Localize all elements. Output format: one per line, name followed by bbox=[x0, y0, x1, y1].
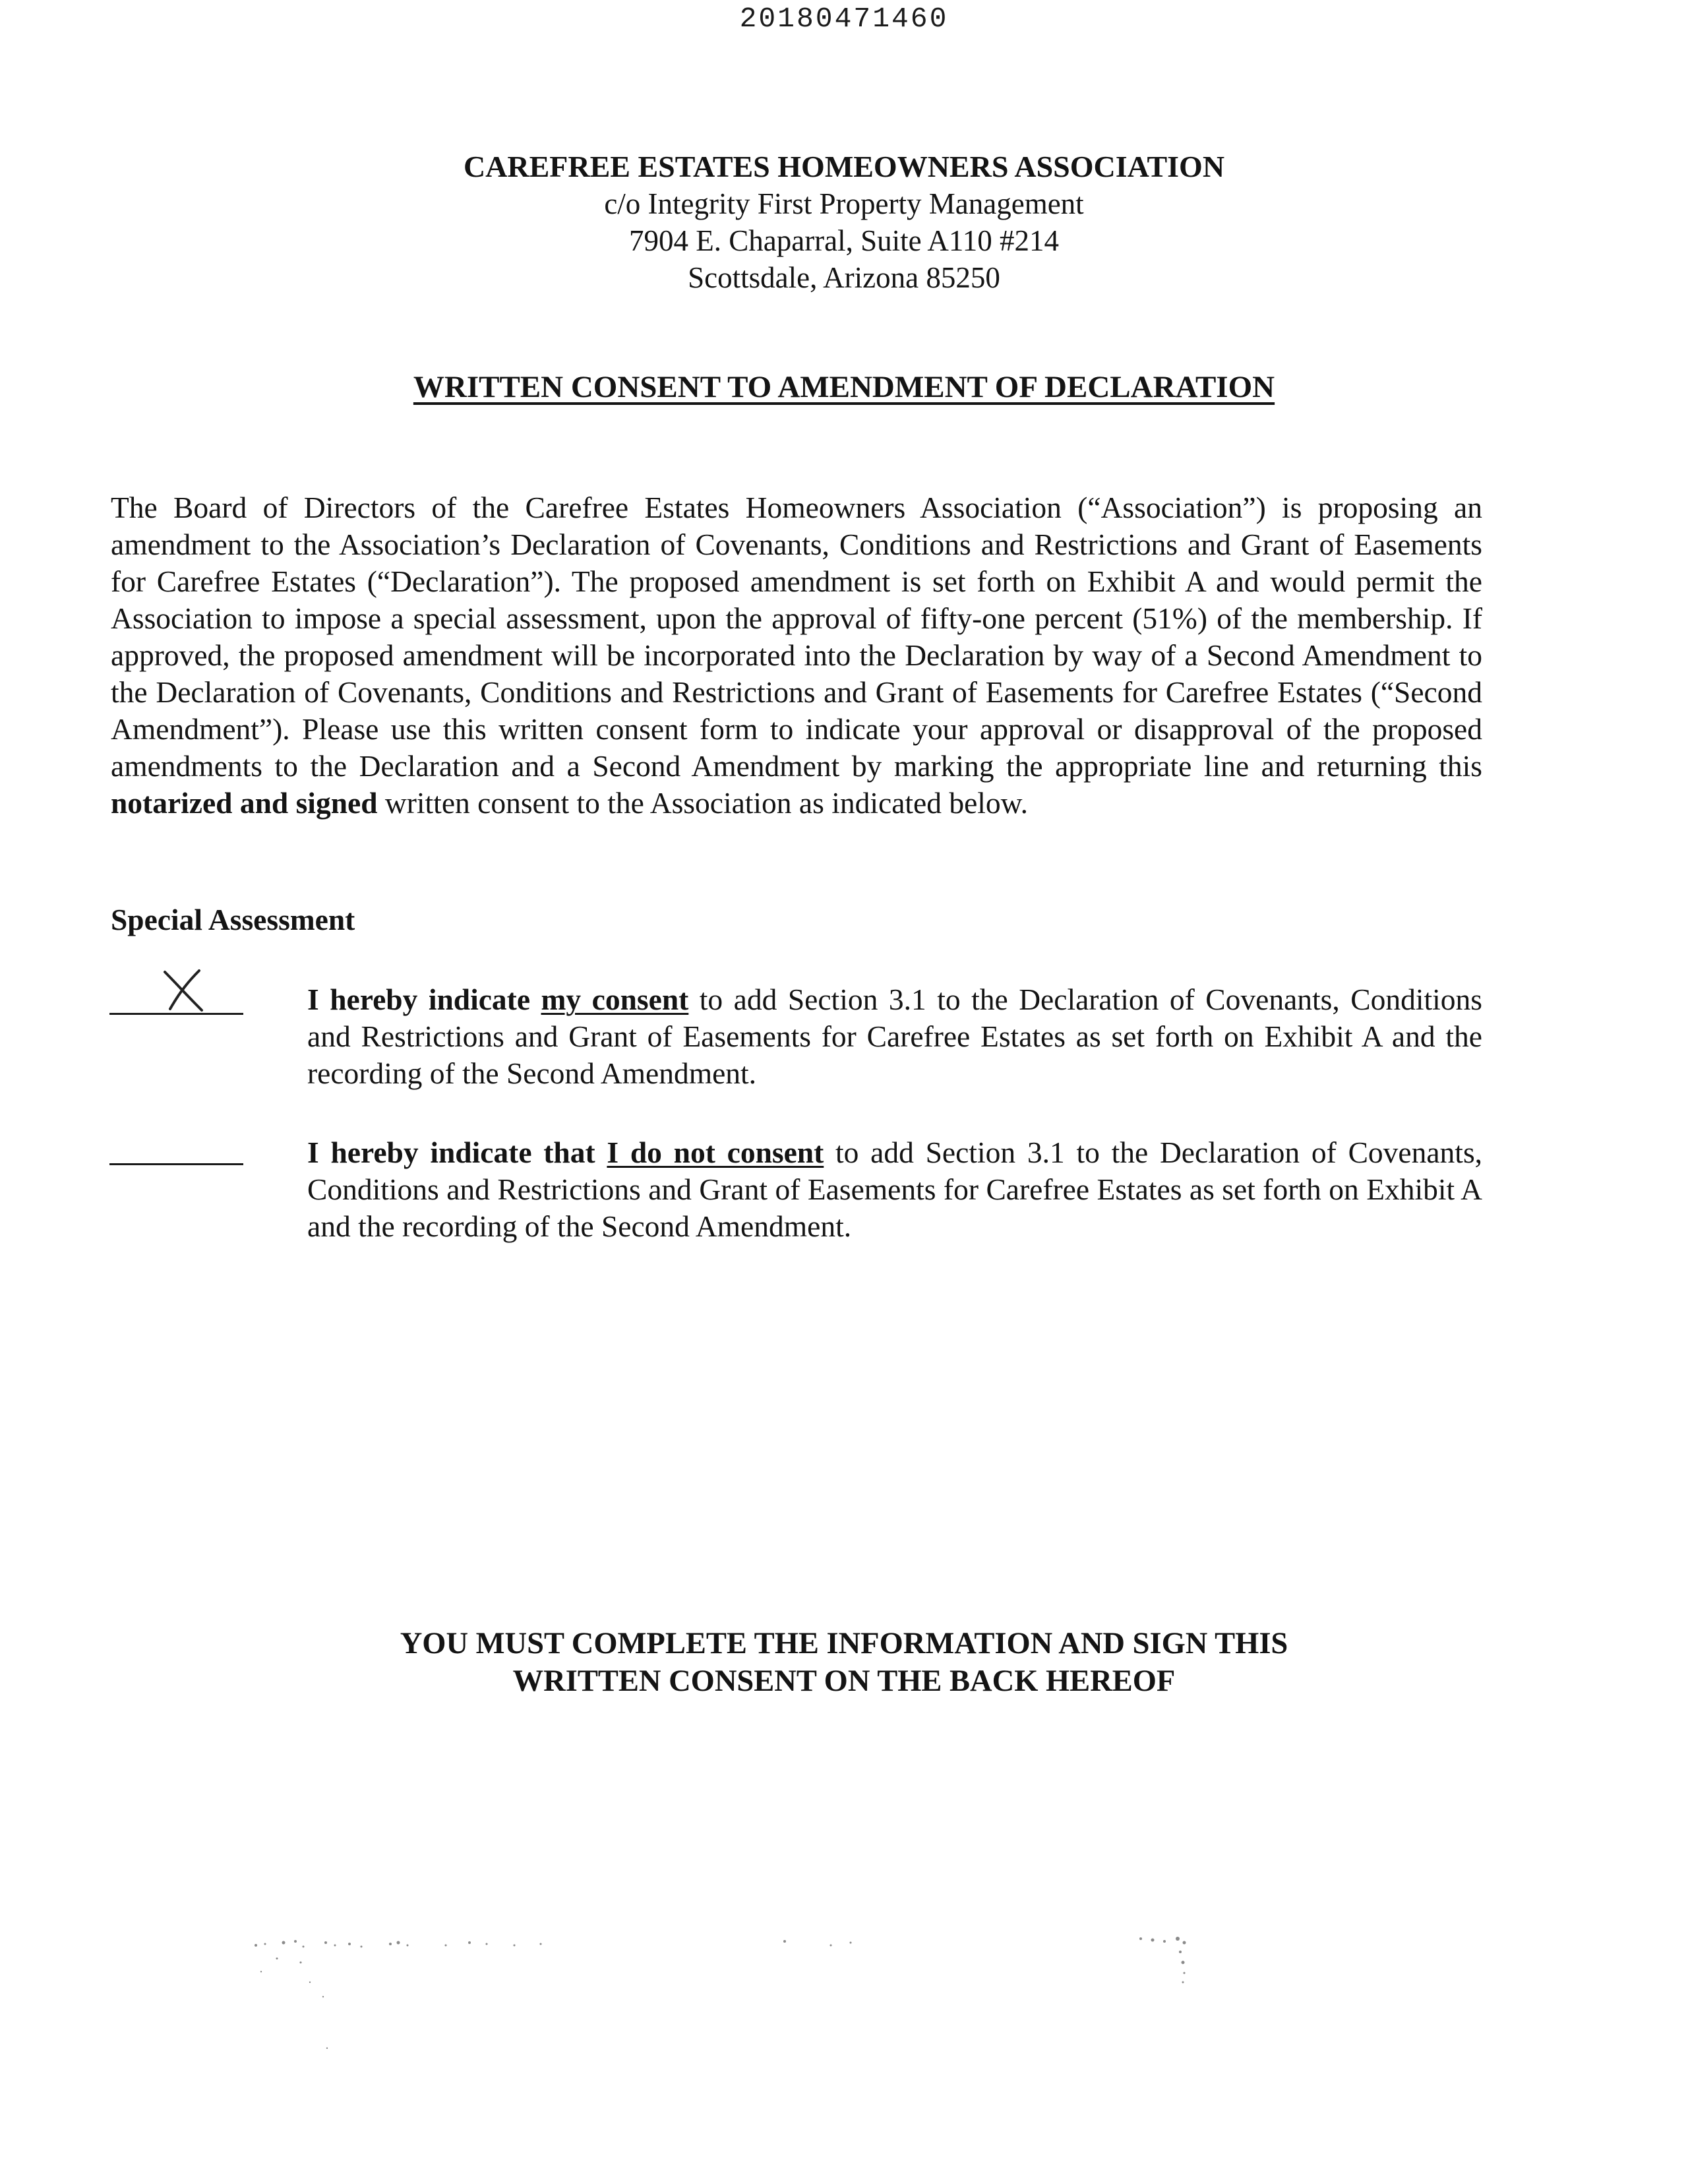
intro-bold-text: notarized and signed bbox=[111, 786, 378, 820]
consent-lead: I hereby indicate bbox=[307, 983, 531, 1016]
care-of-line: c/o Integrity First Property Management bbox=[604, 187, 1084, 220]
no-consent-rest: to add Section 3.1 to the Declaration of Covenants, Conditions and Restrictions and Grant of Easements for Carefree Estates as set forth on Exhibit A and the recording of the Second Amendment. bbox=[307, 1136, 1483, 1243]
intro-text: The Board of Directors of the Carefree Estates Homeowners Association (“Association”) is proposing an amendment to the Association’s Declaration of Covenants, Conditions and Restrictions and Grant of Easements for Carefree Estates (“Declaration”). The proposed amendment is set forth on Exhibit A and would permit the Association to impose a special assessment, upon the approval of fifty-one percent (51%) of the membership. If approved, the proposed amendment will be incorporated into the Declaration by way of a Second Amendment to the Declaration of Covenants, Conditions and Restrictions and Grant of Easements for Carefree Estates (“Second Amendment”). Please use this written consent form to indicate your approval or disapproval of the proposed amendments to the Declaration and a Second Amendment by marking the appropriate line and returning this bbox=[111, 491, 1482, 783]
section-label: Special Assessment bbox=[111, 903, 355, 936]
document-number: 20180471460 bbox=[739, 3, 949, 35]
footer-line-1: YOU MUST COMPLETE THE INFORMATION AND SIGN THIS bbox=[400, 1627, 1288, 1660]
intro-text-end: written consent to the Association as indicated below. bbox=[384, 786, 1028, 820]
city-state-zip: Scottsdale, Arizona 85250 bbox=[688, 261, 1000, 294]
no-consent-emphasis: I do not consent bbox=[607, 1136, 824, 1169]
consent-rest: to add Section 3.1 to the Declaration of Covenants, Conditions and Restrictions and Grant of Easements for Carefree Estates as set forth on Exhibit A and the recording of the Second Amendment. bbox=[307, 983, 1482, 1090]
no-consent-lead: I hereby indicate that bbox=[307, 1136, 595, 1169]
document-title: WRITTEN CONSENT TO AMENDMENT OF DECLARATION bbox=[413, 370, 1275, 404]
street-address: 7904 E. Chaparral, Suite A110 #214 bbox=[629, 224, 1059, 257]
organization-name: CAREFREE ESTATES HOMEOWNERS ASSOCIATION bbox=[463, 150, 1225, 183]
footer-line-2: WRITTEN CONSENT ON THE BACK HEREOF bbox=[512, 1664, 1176, 1698]
consent-emphasis: my consent bbox=[541, 983, 689, 1016]
